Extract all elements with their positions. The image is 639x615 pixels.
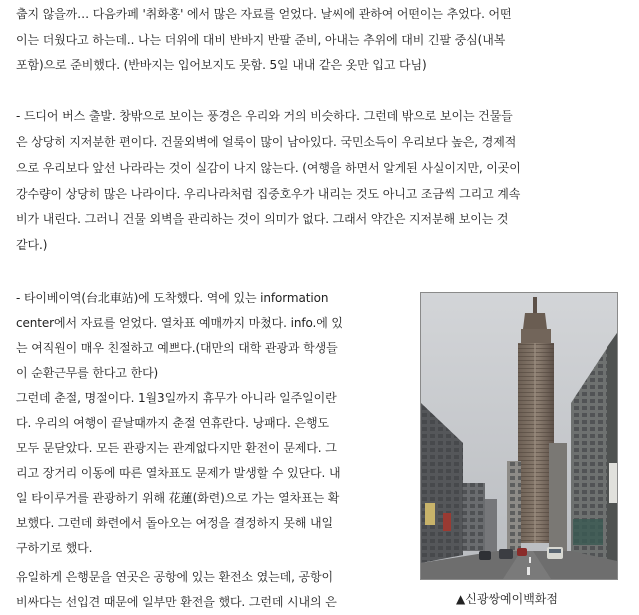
- paragraph-3-line-8: 리고 장거리 이동에 따른 열차표도 문제가 발생할 수 있단다. 내: [16, 466, 341, 480]
- paragraph-2-line-6: 같다.): [16, 238, 48, 252]
- paragraph-3-line-2: center에서 자료를 얻었다. 열차표 예매까지 마쳤다. info.에 있: [16, 316, 343, 330]
- skyscraper-street-illustration: [421, 293, 617, 579]
- paragraph-1-line-3: 포함)으로 준비했다. (반바지는 입어보지도 못함. 5일 내내 같은 옷만 입고 다님): [16, 58, 427, 72]
- paragraph-1-line-2: 이는 더웠다고 하는데.. 나는 더위에 대비 반바지 반팔 준비, 아내는 추위에 대비 긴팔 중심(내복: [16, 33, 506, 47]
- street-photo: [420, 292, 618, 580]
- paragraph-3-line-6: 다. 우리의 여행이 끝날때까지 춘절 연휴란다. 낭패다. 은행도: [16, 416, 329, 430]
- paragraph-4-line-1: 유일하게 은행문을 연곳은 공항에 있는 환전소 였는데, 공항이: [16, 570, 334, 584]
- paragraph-2-line-1: - 드디어 버스 출발. 창밖으로 보이는 풍경은 우리와 거의 비슷하다. 그런데 밖으로 보이는 건물들: [16, 109, 513, 123]
- photo-caption: ▲신광쌍예이백화점: [456, 592, 558, 606]
- car: [499, 549, 513, 559]
- paragraph-2-line-3: 으로 우리보다 앞선 나라라는 것이 실감이 나지 않는다. (여행을 하면서 알게된 사실이지만, 이곳이: [16, 161, 521, 175]
- paragraph-4-line-2: 비싸다는 선입견 때문에 일부만 환전을 했다. 그런데 시내의 은: [16, 595, 337, 609]
- paragraph-3-line-11: 구하기로 했다.: [16, 541, 93, 555]
- paragraph-3-line-5: 그런데 춘절, 명절이다. 1월3일까지 휴무가 아니라 일주일이란: [16, 391, 337, 405]
- paragraph-2-line-5: 비가 내린다. 그러니 건물 외벽을 관리하는 것이 의미가 없다. 그래서 약간은 지저분해 보이는 것: [16, 212, 509, 226]
- paragraph-3-line-9: 일 타이루거를 관광하기 위해 花蓮(화련)으로 가는 열차표는 확: [16, 491, 340, 505]
- paragraph-3-line-10: 보했다. 그런데 화련에서 돌아오는 여정을 결정하지 못해 내일: [16, 516, 334, 530]
- paragraph-3-line-7: 모두 문닫았다. 모든 관광지는 관계없다지만 환전이 문제다. 그: [16, 441, 337, 455]
- paragraph-1-line-1: 춥지 않을까… 다음카페 '취화홍' 에서 많은 자료를 얻었다. 날씨에 관하여 어떤이는 추었다. 어떤: [16, 7, 512, 21]
- paragraph-3-line-3: 는 여직원이 매우 친절하고 예쁘다.(대만의 대학 관광과 학생들: [16, 341, 338, 355]
- paragraph-3-line-1: - 타이베이역(台北車站)에 도착했다. 역에 있는 information: [16, 291, 329, 305]
- paragraph-3-line-4: 이 순환근무를 한다고 한다): [16, 366, 159, 380]
- antenna: [533, 297, 537, 313]
- paragraph-2-line-4: 강수량이 상당히 많은 나라이다. 우리나라처럼 집중호우가 내리는 것도 아니고 조금씩 그리고 계속: [16, 187, 521, 201]
- paragraph-2-line-2: 은 상당히 지저분한 편이다. 건물외벽에 얼룩이 많이 남아있다. 국민소득이 우리보다 높은, 경제적: [16, 135, 517, 149]
